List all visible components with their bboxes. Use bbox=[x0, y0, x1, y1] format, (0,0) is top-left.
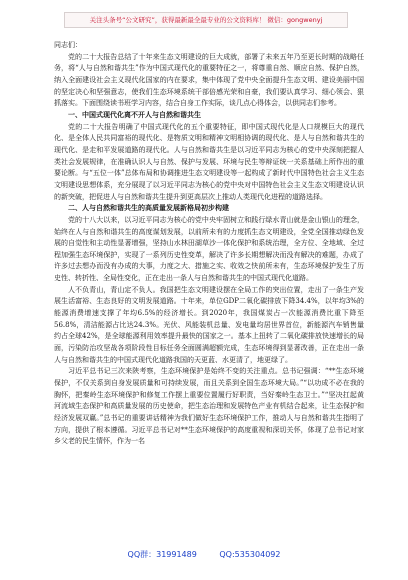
header-banner: 关注头条号“公文研究”，获得最新最全最专业的公文资料库！ 微信：gongwenyj bbox=[64, 12, 348, 28]
qq-number: QQ:535304092 bbox=[219, 550, 281, 559]
footer-contact bbox=[0, 549, 408, 560]
section-heading-1: 一、中国式现代化离不开人与自然和谐共生 bbox=[68, 110, 201, 119]
salutation: 同志们： bbox=[54, 41, 82, 49]
paragraph-section-2b: 人不负青山，青山定不负人。我国把生态文明建设摆在全局工作的突出位置，走出了一条生产发展生活富裕、生态良好的文明发展道路。十年来，单位GDP二氧化碳排放下降34.4%，以年均3%的能源消费增速支撑了年均6.5%的经济增长。到2020年，我国煤炭占一次能源消费比重下降至56.8%，清洁能源占比达24.3%。光伏、风能装机总量、发电量均居世界首位，新能源汽车销售量约占全球42%，是全球能源利用效率提升最快的国家之一。基本上扭转了二氧化碳排放快速增长的局面，污染防治攻坚战各项阶段性目标任务全面圆满超额完成，生态环境得到显著改善，正在走出一条人与自然和谐共生的中国式现代化道路我国的天更蓝、水更清了，地更绿了。 bbox=[54, 285, 364, 364]
qq-group-number: QQ群：31991489 bbox=[127, 550, 197, 559]
paragraph-intro: 党的二十大报告总结了十年来生态文明建设的巨大成就，部署了未来五年乃至更长时期的战略任务，将“人与自然和谐共生”作为中国式现代化的重要特征之一，将尊重自然、顺应自然、保护自然，纳入全面建设社会主义现代化国家的内在要求，集中体现了党中央全面提升生态文明、建设美丽中国的坚定决心和坚强意志，使我们生态环境系统干部倍感光荣和自豪，我们要认真学习、细心领会、狠抓落实。下面围绕读书班学习内容，结合自身工作实际，谈几点心得体会，以供同志们参考。 bbox=[54, 52, 364, 108]
section-heading-2: 二、人与自然和谐共生的高质量发展新格局初步构建 bbox=[68, 204, 229, 213]
paragraph-section-2a: 党的十八大以来，以习近平同志为核心的党中央牢固树立和践行绿水青山就是金山银山的理念，始终在人与自然和谐共生的高度谋划发展，以前所未有的力度抓生态文明建设，全党全国推动绿色发展的自觉性和主动性显著增强，坚持山水林田湖草沙一体化保护和系统治理，全方位、全地域、全过程加强生态环境保护，实现了一系列历史性变革，解决了许多长期想解决而没有解决的难题，办成了许多过去想办而没有办成的大事，力度之大、措施之实、收效之快前所未有，生态环境保护发生了历史性、转折性、全局性变化，正在走出一条人与自然和谐共生的中国式现代化道路。 bbox=[54, 215, 364, 283]
paragraph-section-2c: 习近平总书记三次来陕考察，生态环境保护是始终不变的关注重点。总书记强调：“**生态环境保护，不仅关系到自身发展质量和可持续发展，而且关系到全国生态环境大局。”“以功成不必在我的胸怀，把秦岭生态环境保护和修复工作摆上重要位置履行好职责，当好秦岭生态卫士。”“坚决扛起黄河流域生态保护和高质量发展的历史使命，把生态治理和发展特色产业有机结合起来，让生态保护和经济发展双赢。”总书记的重要讲话精神为我们做好生态环境保护工作，推动人与自然和谐共生指明了方向，提供了根本遵循。习近平总书记对**生态环境保护的高度重视和深切关怀，体现了总书记对家乡父老的民生情怀，作为一名 bbox=[54, 367, 364, 446]
paragraph-section-1: 党的二十大报告明确了中国式现代化的五个重要特征，即中国式现代化是人口规模巨大的现代化、是全体人民共同富裕的现代化、是物质文明和精神文明相协调的现代化、是人与自然和谐共生的现代化、是走和平发展道路的现代化。人与自然和谐共生是以习近平同志为核心的党中央深刻把握人类社会发展规律，在准确认识人与自然、保护与发展、环境与民生等辩证统一关系基础上所作出的重要论断。与“五位一体”总体布局和协调推进生态文明建设等一起构成了新时代中国特色社会主义生态文明建设思想体系，充分展现了以习近平同志为核心的党中央对中国特色社会主义生态文明建设认识的新突破，把促进人与自然和谐共生提升到更高层次上推动人类现代化进程的道路选择。 bbox=[54, 122, 364, 201]
document-body bbox=[54, 40, 364, 546]
